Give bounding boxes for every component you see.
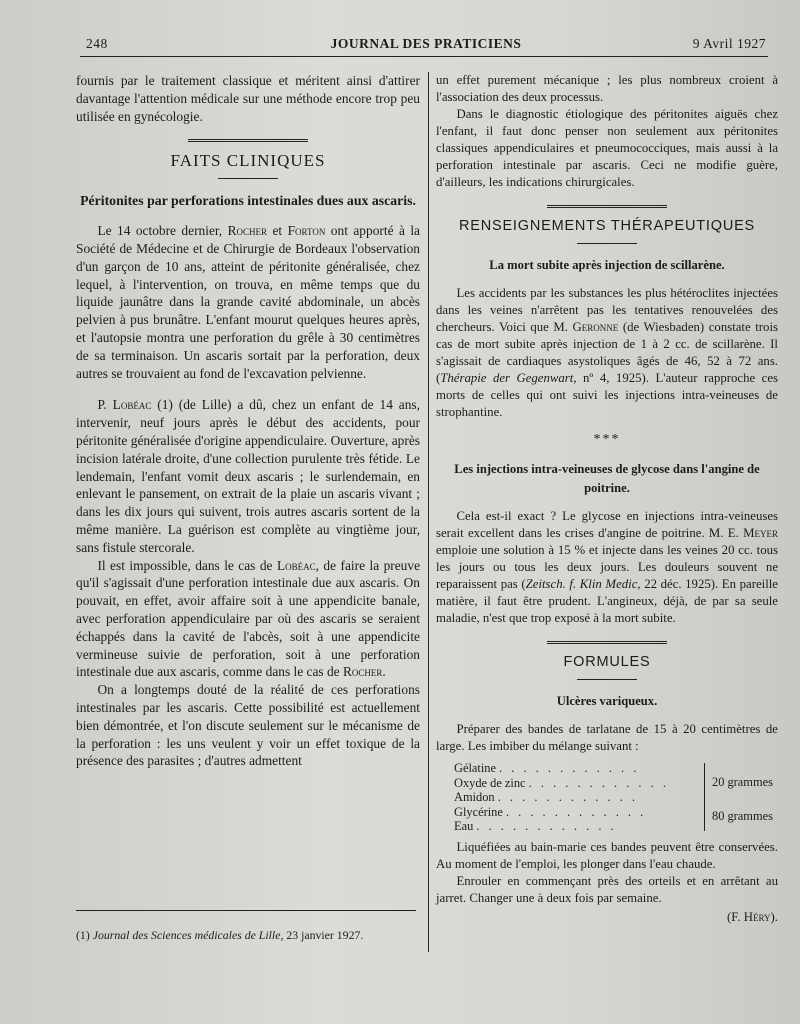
paragraph-rocher: Le 14 octobre dernier, Rocher et Forton ont apporté à la Société de Médecine et de Chirurgie de Bordeaux l'observation d'un garçon de 10 ans, atteint de péritonite généralisée, chez lequel, à l'intervention, on trouva, en même temps que du liquide jaunâtre dans la grande cavité abdominale, un abcès pelvien à pus brunâtre. L'enfant mourut quelques heures après, et l'autopsie montra une perforation du grêle à 30 centimètres de sa terminaison. Un ascaris sortait par la perforation, deux autres se trouvaient au fond de l'excavation pelvienne.	[76, 223, 421, 381]
left-column	[76, 72, 420, 770]
right-column	[436, 72, 778, 926]
brace-group-1	[704, 763, 705, 803]
footnote-source: Journal des Sciences médicales de Lille	[92, 928, 281, 942]
formula-paragraph-enrouler: Enrouler en commençant près des orteils et en arrêtant au jarret. Changer une à deux fois par semaine.	[436, 874, 778, 905]
author-name: Lobéac	[276, 557, 316, 573]
column-divider	[428, 72, 429, 952]
intro-paragraph: fournis par le traitement classique et méritent ainsi d'attirer davantage l'attention médicale sur une méthode encore trop peu utilisée en gynécologie.	[76, 73, 420, 124]
formula-paragraph-liquefiees: Liquéfiées au bain-marie ces bandes peuvent être conservées. Au moment de l'emploi, les plonger dans l'eau chaude.	[436, 840, 778, 871]
section-title-formules: FORMULES	[563, 654, 651, 670]
section-ornament	[188, 139, 308, 142]
ingredient-row: Oxyde de zinc . . . . . . . . . . . .	[454, 775, 669, 790]
section-ornament	[547, 641, 667, 644]
footnote-rule	[76, 910, 416, 911]
header-rule	[80, 56, 768, 57]
paragraph-lobeac: P. Lobéac (1) (de Lille) a dû, chez un enfant de 14 ans, intervenir, neuf jours après le début des accidents, pour péritonite généralisée d'origine appendiculaire. Ouverture, après incision latérale droite, d'une collection purulente très fétide. Le lendemain, l'enfant vomit deux ascaris ; le surlendemain, en enlevant le pansement, on extrait de la plaie un ascaris vivant ; dans les dix jours qui suivent, trois autres ascaris sortent de la même manière. La guérison est complète au vingtième jour, sans fistule stercorale.	[76, 397, 420, 555]
article-title-peritonites: Péritonites par perforations intestinales dues aux ascaris.	[80, 193, 416, 209]
quantity-group-1: 20 grammes	[712, 775, 773, 789]
formula-title: Ulcères variqueux.	[556, 694, 658, 708]
author-name: Forton	[287, 223, 326, 239]
author-name: Geronne	[572, 320, 619, 334]
page-header	[86, 36, 766, 56]
section-title-renseignements: RENSEIGNEMENTS THÉRAPEUTIQUES	[458, 218, 756, 234]
diagnostic-paragraph: Dans le diagnostic étiologique des péritonites aiguës chez l'enfant, il faut donc penser non seulement aux péritonites classiques appendiculaires et pneumococciques, mais aussi à la perforation intestinale par ascaris. Ceci ne modifie guère, d'ailleurs, les indications chirurgicales.	[436, 107, 778, 189]
section-title-faits-cliniques: FAITS CLINIQUES	[170, 151, 326, 171]
ingredient-row: Gélatine . . . . . . . . . . . .	[454, 761, 640, 775]
journal-reference: Zeitsch. f. Klin Medic	[525, 577, 638, 591]
quantity-group-2: 80 grammes	[712, 809, 773, 823]
issue-date: 9 Avril 1927	[692, 36, 766, 51]
article-title-glycose: Les injections intra-veineuses de glycose dans l'angine de poitrine.	[454, 462, 760, 495]
journal-reference: Thérapie der Gegenwart	[440, 371, 574, 385]
ingredient-row: Glycérine . . . . . . . . . . . .	[454, 804, 647, 819]
author-name: Rocher	[227, 223, 268, 239]
author-name: Rocher	[342, 664, 383, 680]
asterism-divider: ***	[593, 432, 621, 447]
title-underline	[218, 178, 278, 179]
continuation-paragraph: un effet purement mécanique ; les plus nombreux croient à l'association des deux processus.	[436, 73, 778, 104]
paragraph-impossible: Il est impossible, dans le cas de Lobéac, de faire la preuve qu'il s'agissait d'une perforation intestinale due aux ascaris. On pouvait, en effet, avoir affaire soit à une appendicite banale, avec perforation appendiculaire par où des ascaris se seraient échappés dans la cavité de l'abcès, soit à une appendicite vermineuse suivie de perforation, soit à une perforation intestinale due aux ascaris, comme dans le cas de Rocher.	[76, 557, 421, 680]
author-name: Lobéac	[112, 397, 152, 413]
page-number: 248	[86, 36, 108, 51]
paragraph-glycose: Cela est-il exact ? Le glycose en injections intra-veineuses serait excellent dans les crises d'angine de poitrine. M. E. Meyer emploie une solution à 15 % et injecte dans les veines 20 cc. tous les jours ou tous les deux jours. Les douleurs souvent ne reparaissent pas (Zeitsch. f. Klin Medic, 22 déc. 1925). En pareille matière, il faut être prudent. L'angineux, déjà, de par sa seule maladie, n'est que trop exposé à la mort subite.	[436, 509, 778, 625]
footnote: (1) Journal des Sciences médicales de Lille, 23 janvier 1927.	[76, 928, 364, 942]
author-name: Meyer	[743, 526, 778, 540]
title-underline	[577, 679, 637, 680]
title-underline	[577, 243, 637, 244]
formula-intro: Préparer des bandes de tarlatane de 15 à 20 centimètres de large. Les imbiber du mélange suivant :	[436, 722, 778, 753]
paragraph-perforation-debate: On a longtemps douté de la réalité de ces perforations intestinales par les ascaris. Cette possibilité est actuellement bien démontrée, et l'on discute seulement sur le mécanisme de la perforation : les uns veulent y voir un effet toxique de la présence des parasites ; d'autres admettent	[76, 682, 420, 769]
ingredient-row: Amidon . . . . . . . . . . . .	[454, 790, 638, 804]
author-signature: (F. Héry).	[727, 910, 778, 924]
paragraph-scillarene: Les accidents par les substances les plus hétéroclites injectées dans les veines n'arrêtent pas les tentatives renouvelées des chercheurs. Voici que M. Geronne (de Wiesbaden) constate trois cas de mort subite après injection de 1 à 2 cc. de scillarène. Il s'agissait de cardiaques asystoliques âgés de 46, 52 à 72 ans. (Thérapie der Gegenwart, nº 4, 1925). L'auteur rapproche ces morts de celles qui ont suivi les injections intra-veineuses de strophantine.	[436, 286, 778, 419]
journal-title: JOURNAL DES PRATICIENS	[330, 36, 522, 51]
ingredients-list	[454, 761, 778, 833]
section-ornament	[547, 205, 667, 208]
brace-group-2	[704, 803, 705, 831]
ingredient-row: Eau . . . . . . . . . . . .	[454, 819, 617, 833]
article-title-scillarene: La mort subite après injection de scillarène.	[489, 258, 725, 272]
